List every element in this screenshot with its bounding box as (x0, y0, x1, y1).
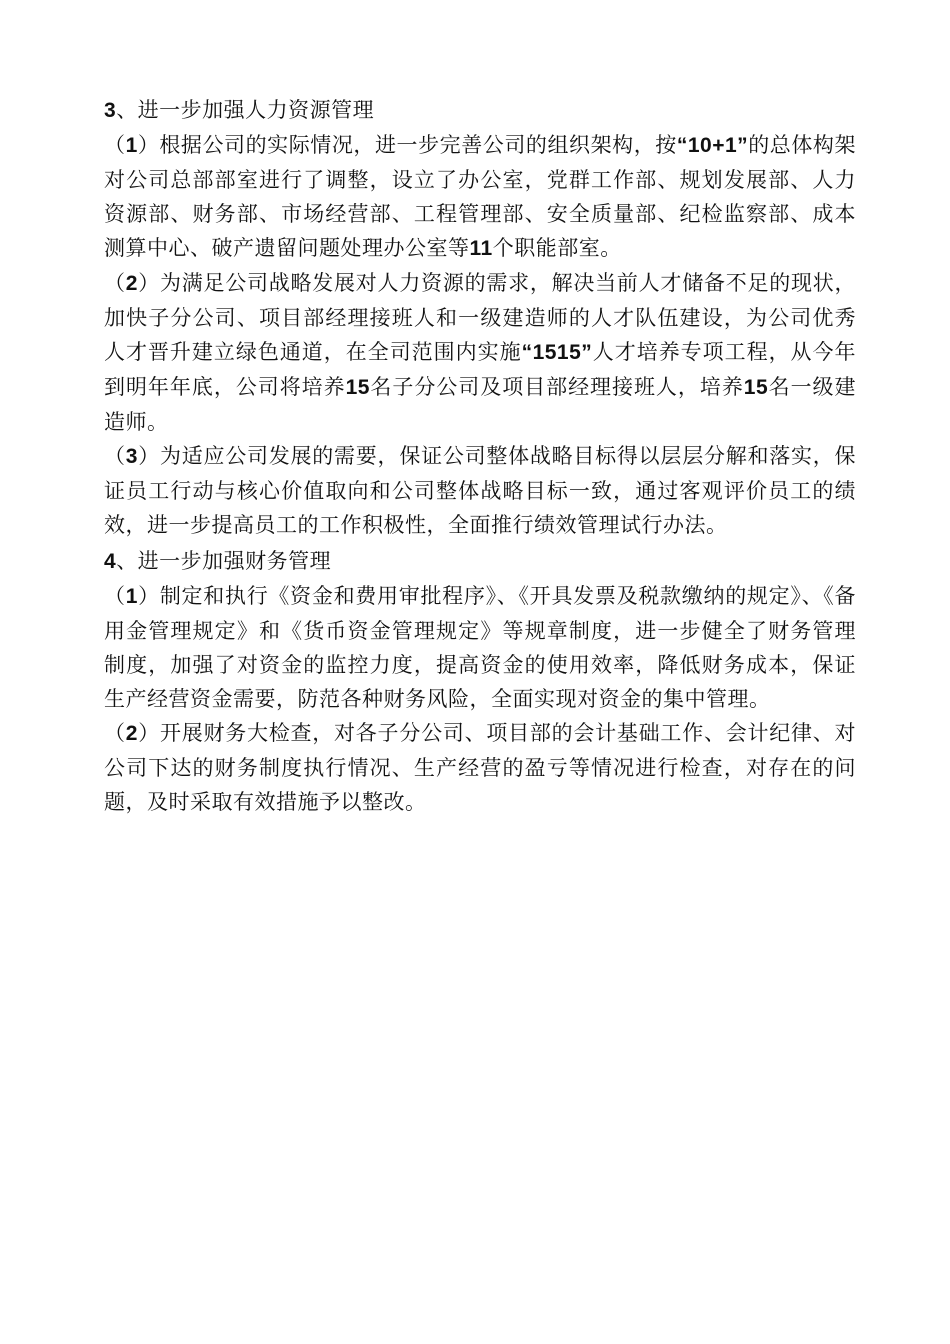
paragraph-text: 人才培养专项工程，从今年到明年年底，公司将培养 (104, 340, 857, 399)
quoted-term: “1515” (521, 341, 593, 364)
item-marker: 3 (125, 445, 138, 468)
section-heading (104, 93, 856, 128)
paragraph-text: 名一级建造师。 (104, 375, 857, 434)
paragraph-text: 个职能部室。 (492, 236, 622, 260)
paragraph-text: ）根据公司的实际情况，进一步完善公司的组织架构，按 (137, 133, 677, 157)
paragraph-item: （3）为适应公司发展的需要，保证公司整体战略目标得以层层分解和落实，保证员工行动与核心价值取向和公司整体战略目标一致，通过客观评价员工的绩效，进一步提高员工的工作积极性，全面推行绩效管理试行办法。 (104, 444, 857, 537)
count-number: 15 (345, 376, 370, 399)
item-marker: 1 (125, 134, 138, 157)
paragraph-item: （2）开展财务大检查，对各子分公司、项目部的会计基础工作、会计纪律、对公司下达的财务制度执行情况、生产经营的盈亏等情况进行检查，对存在的问题，及时采取有效措施予以整改。 (104, 721, 857, 814)
paragraph-item: （1）根据公司的实际情况，进一步完善公司的组织架构，按“10+1”的总体构架对公司总部部室进行了调整，设立了办公室，党群工作部、规划发展部、人力资源部、财务部、市场经营部、工程管理部、安全质量部、纪检监察部、成本测算中心、破产遗留问题处理办公室等11个职能部室。 (104, 133, 856, 260)
paragraph-text: 的总体构架对公司总部部室进行了调整，设立了办公室，党群工作部、规划发展部、人力资源部、财务部、市场经营部、工程管理部、安全质量部、纪检监察部、成本测算中心、破产遗留问题处理办公室等 (104, 133, 856, 260)
section-4-finance-management (104, 544, 856, 819)
section-number: 4 (104, 550, 117, 573)
count-number: 11 (469, 237, 493, 260)
paragraph-text: ）开展财务大检查，对各子分公司、项目部的会计基础工作、会计纪律、对公司下达的财务制度执行情况、生产经营的盈亏等情况进行检查，对存在的问题，及时采取有效措施予以整改。 (104, 721, 857, 814)
document-page (104, 93, 856, 819)
item-marker: 1 (125, 585, 138, 608)
section-number: 3 (104, 99, 117, 122)
quoted-term: “10+1” (676, 134, 749, 157)
item-marker: 2 (125, 272, 138, 295)
paragraph-item: （1）制定和执行《资金和费用审批程序》、《开具发票及税款缴纳的规定》、《备用金管理规定》和《货币资金管理规定》等规章制度，进一步健全了财务管理制度，加强了对资金的监控力度，提高资金的使用效率，降低财务成本，保证生产经营资金需要，防范各种财务风险，全面实现对资金的集中管理。 (104, 584, 856, 711)
section-title: 、进一步加强人力资源管理 (116, 98, 375, 122)
section-heading (104, 544, 856, 579)
section-3-hr-management (104, 93, 856, 542)
paragraph-text: ）为适应公司发展的需要，保证公司整体战略目标得以层层分解和落实，保证员工行动与核心价值取向和公司整体战略目标一致，通过客观评价员工的绩效，进一步提高员工的工作积极性，全面推行绩效管理试行办法。 (104, 444, 857, 537)
paragraph-item: （2）为满足公司战略发展对人力资源的需求，解决当前人才储备不足的现状，加快子分公司、项目部经理接班人和一级建造师的人才队伍建设，为公司优秀人才晋升建立绿色通道，在全司范围内实施“1515”人才培养专项工程，从今年到明年年底，公司将培养15名子分公司及项目部经理接班人，培养15名一级建造师。 (104, 271, 857, 434)
paragraph-text: 名子分公司及项目部经理接班人，培养 (369, 375, 744, 399)
item-marker: 2 (125, 722, 138, 745)
paragraph-text: ）制定和执行《资金和费用审批程序》、《开具发票及税款缴纳的规定》、《备用金管理规定》和《货币资金管理规定》等规章制度，进一步健全了财务管理制度，加强了对资金的监控力度，提高资金的使用效率，降低财务成本，保证生产经营资金需要，防范各种财务风险，全面实现对资金的集中管理。 (104, 584, 856, 711)
count-number: 15 (743, 376, 769, 399)
paragraph-text: ）为满足公司战略发展对人力资源的需求，解决当前人才储备不足的现状，加快子分公司、项目部经理接班人和一级建造师的人才队伍建设，为公司优秀人才晋升建立绿色通道，在全司范围内实施 (104, 271, 857, 364)
section-title: 、进一步加强财务管理 (116, 549, 332, 573)
